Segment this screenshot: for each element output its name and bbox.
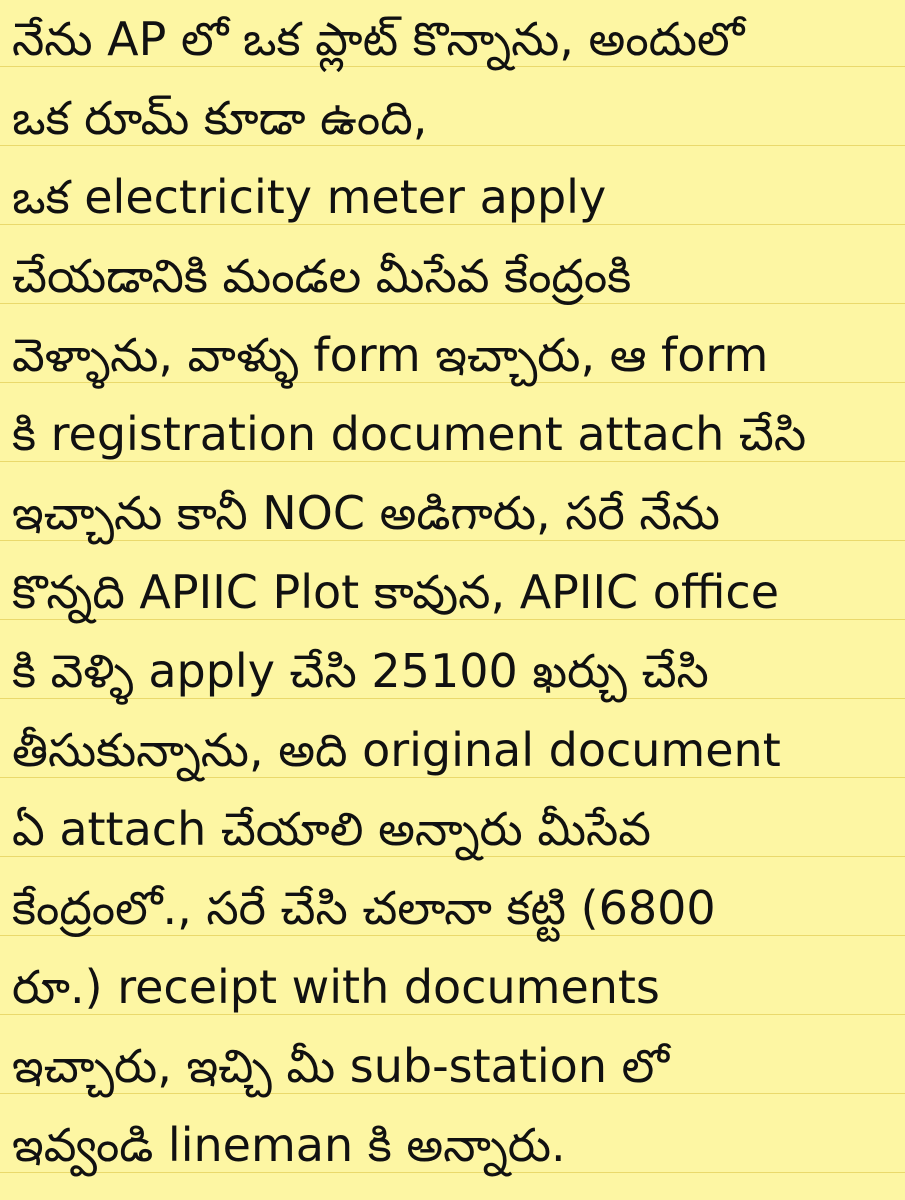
note-line: చేయడానికి మండల మీసేవ కేంద్రంకి [12,249,632,303]
note-line: ఇచ్చారు, ఇచ్చి మీ sub-station లో [12,1039,669,1093]
note-line: తీసుకున్నాను, అది original document [12,723,781,777]
note-line: ఇవ్వండి lineman కి అన్నారు. [12,1118,566,1172]
note-line: రూ.) receipt with documents [12,960,660,1014]
note-line: కేంద్రంలో., సరే చేసి చలానా కట్టి (6800 [12,881,716,935]
note-line: కి వెళ్ళి apply చేసి 25100 ఖర్చు చేసి [12,644,709,698]
note-line: కి registration document attach చేసి [12,407,807,461]
note-body [12,0,897,1185]
note-line: కొన్నది APIIC Plot కావున, APIIC office [12,565,780,619]
note-line: నేను AP లో ఒక ప్లాట్ కొన్నాను, అందులో [12,12,745,66]
note-line: ఏ attach చేయాలి అన్నారు మీసేవ [12,802,651,856]
note-line: వెళ్ళాను, వాళ్ళు form ఇచ్చారు, ఆ form [12,328,769,382]
note-line: ఒక electricity meter apply [12,170,607,224]
note-line: ఒక రూమ్ కూడా ఉంది, [12,91,428,145]
note-line: ఇచ్చాను కానీ NOC అడిగారు, సరే నేను [12,486,720,540]
